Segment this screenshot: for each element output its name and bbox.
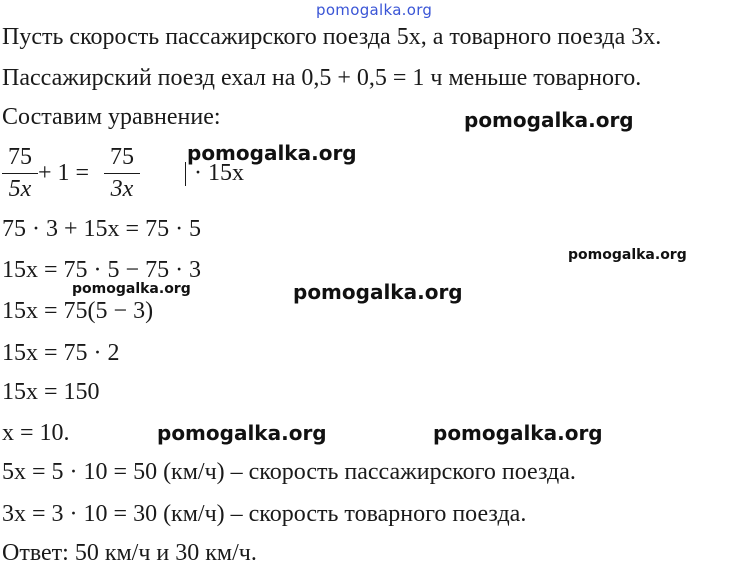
watermark-top: pomogalka.org [316,1,433,19]
fraction-right-denominator: 3x [110,176,134,202]
solution-line-speeds: Пусть скорость пассажирского поезда 5x, а товарного поезда 3x. [2,24,662,50]
watermark-6: pomogalka.org [157,421,327,445]
watermark-5: pomogalka.org [293,280,463,304]
solution-step-4: 15x = 75 · 2 [2,340,120,366]
watermark-1: pomogalka.org [464,108,634,132]
fraction-right-numerator: 75 [110,144,134,170]
solution-answer: Ответ: 50 км/ч и 30 км/ч. [2,540,257,566]
watermark-3: pomogalka.org [568,247,687,263]
fraction-left-denominator: 5x [8,176,32,202]
solution-line-time-difference: Пассажирский поезд ехал на 0,5 + 0,5 = 1 ч меньше товарного. [2,65,642,91]
solution-result-passenger: 5x = 5 · 10 = 50 (км/ч) – скорость пассажирского поезда. [2,459,576,485]
solution-step-2: 15x = 75 · 5 − 75 · 3 [2,257,202,283]
solution-line-compose-equation: Составим уравнение: [2,104,221,130]
watermark-7: pomogalka.org [433,421,603,445]
solution-result-freight: 3x = 3 · 10 = 30 (км/ч) – скорость товарного поезда. [2,501,527,527]
fraction-left-numerator: 75 [8,144,32,170]
fraction-right-bar [104,173,140,174]
equation-divider-bar [185,162,186,186]
fraction-left-bar [2,173,38,174]
solution-step-6: x = 10. [2,420,70,446]
equation-plus-one: + 1 = [38,160,90,186]
solution-step-5: 15x = 150 [2,379,100,405]
watermark-2: pomogalka.org [187,141,357,165]
watermark-4: pomogalka.org [72,281,191,297]
equation-multiplier: · 15x [194,160,244,186]
solution-step-1: 75 · 3 + 15x = 75 · 5 [2,216,202,242]
solution-step-3: 15x = 75(5 − 3) [2,298,154,324]
